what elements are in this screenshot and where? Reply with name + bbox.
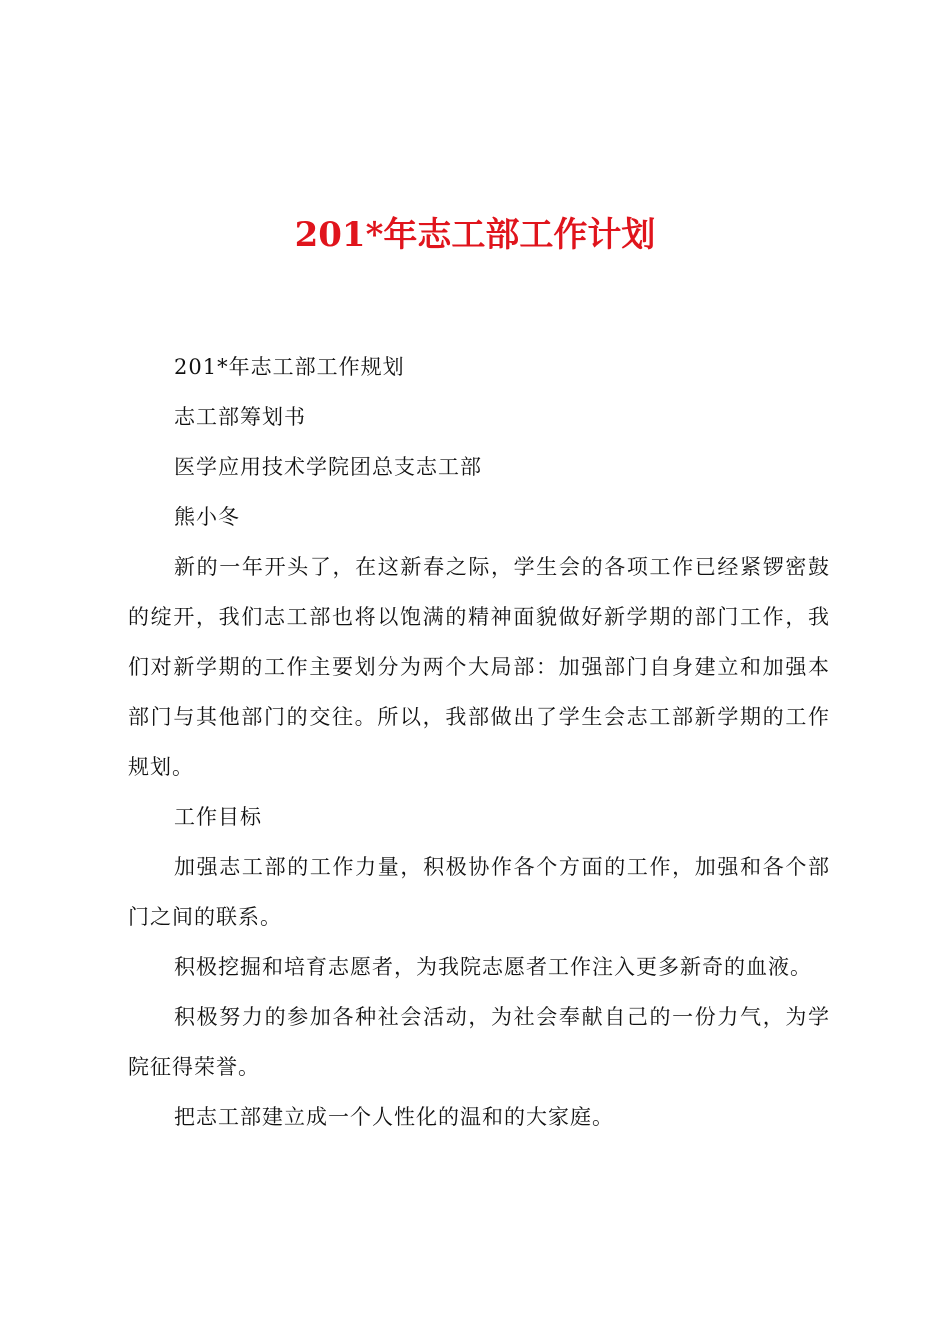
- paragraph-goal-4: 把志工部建立成一个人性化的温和的大家庭。: [174, 1105, 614, 1129]
- paragraph-subtitle: 201*年志工部工作规划: [174, 355, 405, 379]
- paragraph-department: 医学应用技术学院团总支志工部: [174, 455, 482, 479]
- paragraph-goals-heading: 工作目标: [174, 805, 262, 829]
- paragraph-goal-1: 加强志工部的工作力量，积极协作各个方面的工作，加强和各个部门之间的联系。: [128, 855, 830, 929]
- paragraph-goal-3: 积极努力的参加各种社会活动，为社会奉献自己的一份力气，为学院征得荣誉。: [128, 1005, 830, 1079]
- paragraph-goal-2: 积极挖掘和培育志愿者，为我院志愿者工作注入更多新奇的血液。: [174, 955, 812, 979]
- document-title: 201*年志工部工作计划: [294, 215, 656, 255]
- paragraph-introduction: 新的一年开头了，在这新春之际，学生会的各项工作已经紧锣密鼓的绽开，我们志工部也将以饱满的精神面貌做好新学期的部门工作，我们对新学期的工作主要划分为两个大局部：加强部门自身建立和加强本部门与其他部门的交往。所以，我部做出了学生会志工部新学期的工作规划。: [128, 555, 830, 779]
- document-body: [128, 342, 830, 1142]
- paragraph-author: 熊小冬: [174, 505, 240, 529]
- paragraph-plan-heading: 志工部筹划书: [174, 405, 306, 429]
